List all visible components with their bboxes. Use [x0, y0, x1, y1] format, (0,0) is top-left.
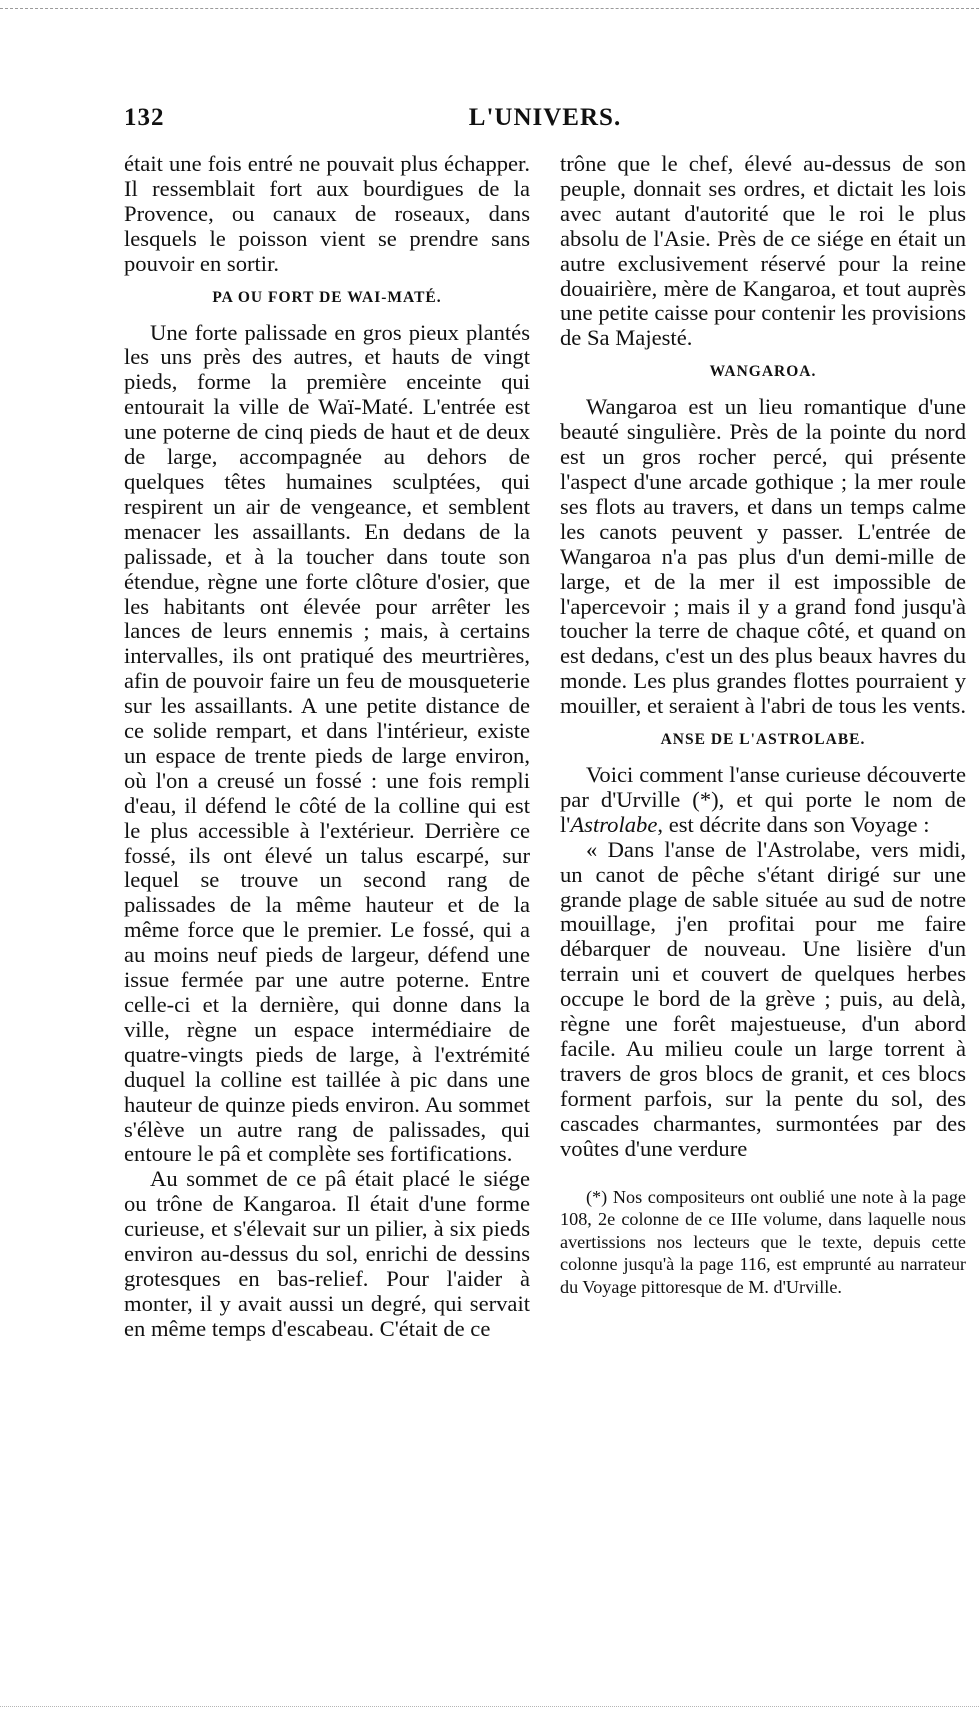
paragraph-text: Voici comment l'anse curieuse découverte par d'Urville (*), et qui porte le nom de l'	[560, 762, 966, 837]
footnote	[560, 1186, 966, 1299]
paragraph	[560, 763, 966, 838]
page-header	[124, 104, 966, 138]
section-heading: PA OU FORT DE WAI-MATÉ.	[212, 288, 442, 306]
page-number: 132	[124, 104, 165, 131]
paragraph: Une forte palissade en gros pieux plantés les uns près des autres, et hauts de vingt pieds, forme la première enceinte qui entourait la ville de Waï-Maté. L'entrée est une poterne de cinq pieds de haut et de deux de large, accompagnée au dehors de quelques têtes humaines sculptées, qui respirent un air de vengeance, et semblent menacer les assaillants. En dedans de la palissade, et à la toucher dans toute son étendue, règne une forte clôture d'osier, que les habitants ont élevée pour arrêter les lances de leurs ennemis ; mais, à certains intervalles, ils ont pratiqué des meurtrières, afin de pouvoir faire un feu de mousqueterie sur les assaillants. A une petite distance de ce solide rempart, et dans l'intérieur, existe un espace de trente pieds de large environ, où l'on a creusé un fossé : une fois rempli d'eau, il défend le côté de la colline qui est le plus accessible à l'extérieur. Derrière ce fossé, ils ont élevé un talus escarpé, sur lequel se trouve un second rang de palissades de la même hauteur et de la même force que le premier. Le fossé, qui a au moins neuf pieds de largeur, défend une issue fermée par une autre poterne. Entre celle-ci et la dernière, qui donne dans la ville, règne un espace intermédiaire de quatre-vingts pieds de large, à l'extrémité duquel la colline est taillée à pic dans une hauteur de quinze pieds environ. Au sommet s'élève un autre rang de palissades, qui entoure le pâ et complète ses fortifications.	[124, 319, 530, 1167]
section-heading: WANGAROA.	[709, 363, 817, 381]
left-column	[124, 152, 530, 1342]
italic-title: Astrolabe	[570, 811, 658, 837]
paragraph-text: , est décrite dans son Voyage :	[657, 811, 930, 837]
right-column	[560, 152, 966, 1299]
top-scan-rule	[0, 8, 979, 9]
section-heading: ANSE DE L'ASTROLABE.	[660, 731, 866, 749]
footnote-text: (*) Nos compositeurs ont oublié une note à la page 108, 2e colonne de ce IIIe volume, dans laquelle nous avertissions nos lecteurs que le texte, depuis cette colonne jusqu'à la page 116, est emprunté au narrateur du Voyage pittoresque de M. d'Urville.	[560, 1186, 966, 1297]
paragraph: Au sommet de ce pâ était placé le siége ou trône de Kangaroa. Il était d'une forme curieuse, et s'élevait sur un pilier, à six pieds environ au-dessus du sol, enrichi de dessins grotesques en bas-relief. Pour l'aider à monter, il y avait aussi un degré, qui servait en même temps d'escabeau. C'était de ce	[124, 1166, 530, 1341]
paragraph: « Dans l'anse de l'Astrolabe, vers midi, un canot de pêche s'étant dirigé sur une grande plage de sable située au sud de notre mouillage, j'en profitai pour me faire débarquer de nouveau. Une lisière d'un terrain uni et couvert de quelques herbes occupe le bord de la grève ; puis, au delà, règne une forêt majestueuse, d'un abord facile. Au milieu coule un large torrent à travers de gros blocs de granit, et ces blocs forment parfois, sur la pente du sol, des cascades charmantes, surmontées par des voûtes d'une verdure	[560, 836, 966, 1161]
paragraph: trône que le chef, élevé au-dessus de son peuple, donnait ses ordres, et dictait les lois avec autant d'autorité que le roi le plus absolu de l'Asie. Près de ce siége en était un autre exclusivement réservé pour la reine douairière, mère de Kangaroa, et tout auprès une petite caisse pour contenir les provisions de Sa Majesté.	[560, 151, 966, 351]
bottom-scan-rule	[0, 1706, 979, 1707]
paragraph: était une fois entré ne pouvait plus échapper. Il ressemblait fort aux bourdigues de la Provence, ou canaux de roseaux, dans lesquels le poisson vient se prendre sans pouvoir en sortir.	[124, 151, 530, 276]
paragraph: Wangaroa est un lieu romantique d'une beauté singulière. Près de la pointe du nord est un gros rocher percé, qui présente l'aspect d'une arcade gothique ; la mer roule ses flots au travers, et dans un temps calme les canots peuvent y passer. L'entrée de Wangaroa n'a pas plus d'un demi-mille de large, et de la mer il est impossible de l'apercevoir ; mais il y a grand fond jusqu'à toucher la terre de chaque côté, et quand on est dedans, c'est un des plus beaux havres du monde. Les plus grandes flottes pourraient y mouiller, et seraient à l'abri de tous les vents.	[560, 394, 966, 719]
running-title: L'UNIVERS.	[468, 104, 622, 131]
